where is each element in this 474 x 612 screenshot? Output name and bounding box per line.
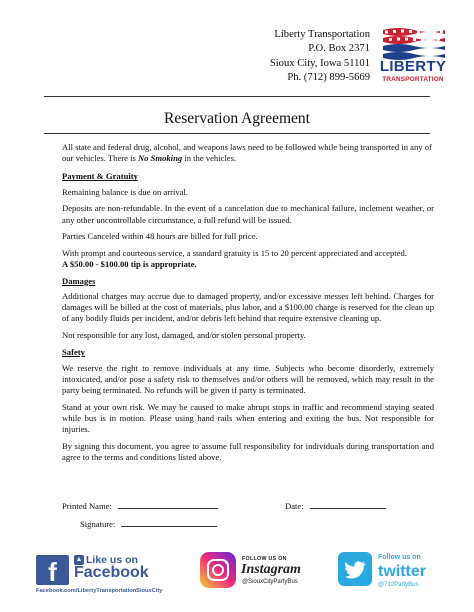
agreement-body bbox=[62, 142, 434, 469]
date-field[interactable] bbox=[310, 500, 386, 509]
instagram-icon bbox=[200, 552, 236, 588]
no-smoking-text: No Smoking bbox=[137, 153, 183, 164]
damages-heading: Damages bbox=[62, 275, 96, 286]
page-title: Reservation Agreement bbox=[164, 110, 310, 127]
instagram-promo[interactable] bbox=[200, 552, 310, 596]
facebook-like-text: Like us on bbox=[86, 554, 138, 566]
instagram-follow-text: FOLLOW US ON bbox=[242, 556, 287, 562]
printed-name-row bbox=[62, 500, 218, 511]
logo-sub-text: TRANSPORTATION bbox=[382, 76, 444, 83]
printed-name-label: Printed Name: bbox=[62, 501, 112, 511]
facebook-wordmark: Facebook bbox=[74, 564, 149, 581]
company-po-box: P.O. Box 2371 bbox=[308, 43, 370, 55]
signature-row bbox=[80, 518, 217, 529]
payment-heading: Payment & Gratuity bbox=[62, 171, 138, 182]
tip-text: A $50.00 - $100.00 tip is appropriate. bbox=[62, 259, 197, 270]
thumbs-up-icon: ▲ bbox=[75, 556, 83, 564]
company-phone: Ph. (712) 899-5669 bbox=[287, 71, 370, 83]
twitter-bird-icon bbox=[338, 552, 372, 586]
gratuity-text: With prompt and courteous service, a standard gratuity is 15 to 20 percent appreciated and accepted. bbox=[62, 247, 407, 258]
printed-name-field[interactable] bbox=[118, 500, 218, 509]
safety-heading: Safety bbox=[62, 347, 85, 358]
date-row bbox=[285, 500, 386, 511]
safety-stand-text: Stand at your own risk. We may be caused to make abrupt stops in traffic and recommend staying seated while bus is in motion. Please using hand rails when entering and exiting the bus. Not responsible for injuries. bbox=[62, 401, 434, 435]
company-address-block bbox=[270, 28, 370, 85]
deposits-text: Deposits are non-refundable. In the event of a cancelation due to mechanical failure, inclement weather, or any other uncontrollable circumstance, a full refund will be issued. bbox=[62, 203, 434, 225]
twitter-follow-text: Follow us on bbox=[378, 554, 421, 561]
damages-responsibility-text: Not responsible for any lost, damaged, and/or stolen personal property. bbox=[62, 330, 306, 341]
facebook-promo[interactable] bbox=[36, 552, 166, 596]
signature-label: Signature: bbox=[80, 519, 116, 529]
title-divider bbox=[44, 133, 430, 134]
canceled-text: Parties Canceled within 48 hours are billed for full price. bbox=[62, 231, 258, 242]
company-name: Liberty Transportation bbox=[274, 29, 370, 40]
intro-text: All state and federal drug, alcohol, and weapons laws need to be followed while being transported in any of our vehicles. There is bbox=[62, 142, 432, 164]
instagram-wordmark: Instagram bbox=[241, 562, 301, 577]
intro-tail: in the vehicles. bbox=[182, 153, 237, 164]
twitter-wordmark: twitter bbox=[378, 563, 426, 580]
safety-removal-text: We reserve the right to remove individuals at any time. Subjects who become disorderly, extremely intoxicated, and/or pose a safety risk to themselves and/or others will be removed, which may result in the party being terminated. No refunds will be given if party is terminated. bbox=[62, 362, 434, 395]
date-label: Date: bbox=[285, 501, 304, 511]
signature-field[interactable] bbox=[121, 518, 217, 527]
damages-charges-text: Additional charges may accrue due to damaged property, and/or excessive messes left behind. Charges for damages will be billed at the cost of materials, plus labor, and a $100.00 charge is reserved for the clean up of any bodily fluids per incident, and/or debris left behind that require extensive cleaning up. bbox=[62, 291, 434, 324]
twitter-handle[interactable]: @712PartyBus bbox=[378, 582, 419, 588]
twitter-promo[interactable] bbox=[338, 552, 438, 596]
balance-text: Remaining balance is due on arrival. bbox=[62, 186, 188, 197]
facebook-url[interactable]: Facebook.com/LibertyTransportationSiouxCity bbox=[36, 588, 163, 594]
liberty-logo bbox=[378, 27, 448, 87]
facebook-icon: f bbox=[36, 555, 69, 585]
instagram-handle[interactable]: @SiouxCityPartyBus bbox=[242, 579, 298, 585]
flag-stripes-icon bbox=[381, 27, 447, 61]
logo-brand-text: LIBERTY bbox=[379, 58, 447, 75]
header-divider bbox=[44, 96, 430, 97]
intro-paragraph bbox=[62, 142, 434, 164]
company-city: Sioux City, Iowa 51101 bbox=[269, 57, 370, 69]
signing-text: By signing this document, you agree to assume full responsibility for individuals during transportation and agree to the terms and conditions listed above. bbox=[62, 440, 434, 462]
